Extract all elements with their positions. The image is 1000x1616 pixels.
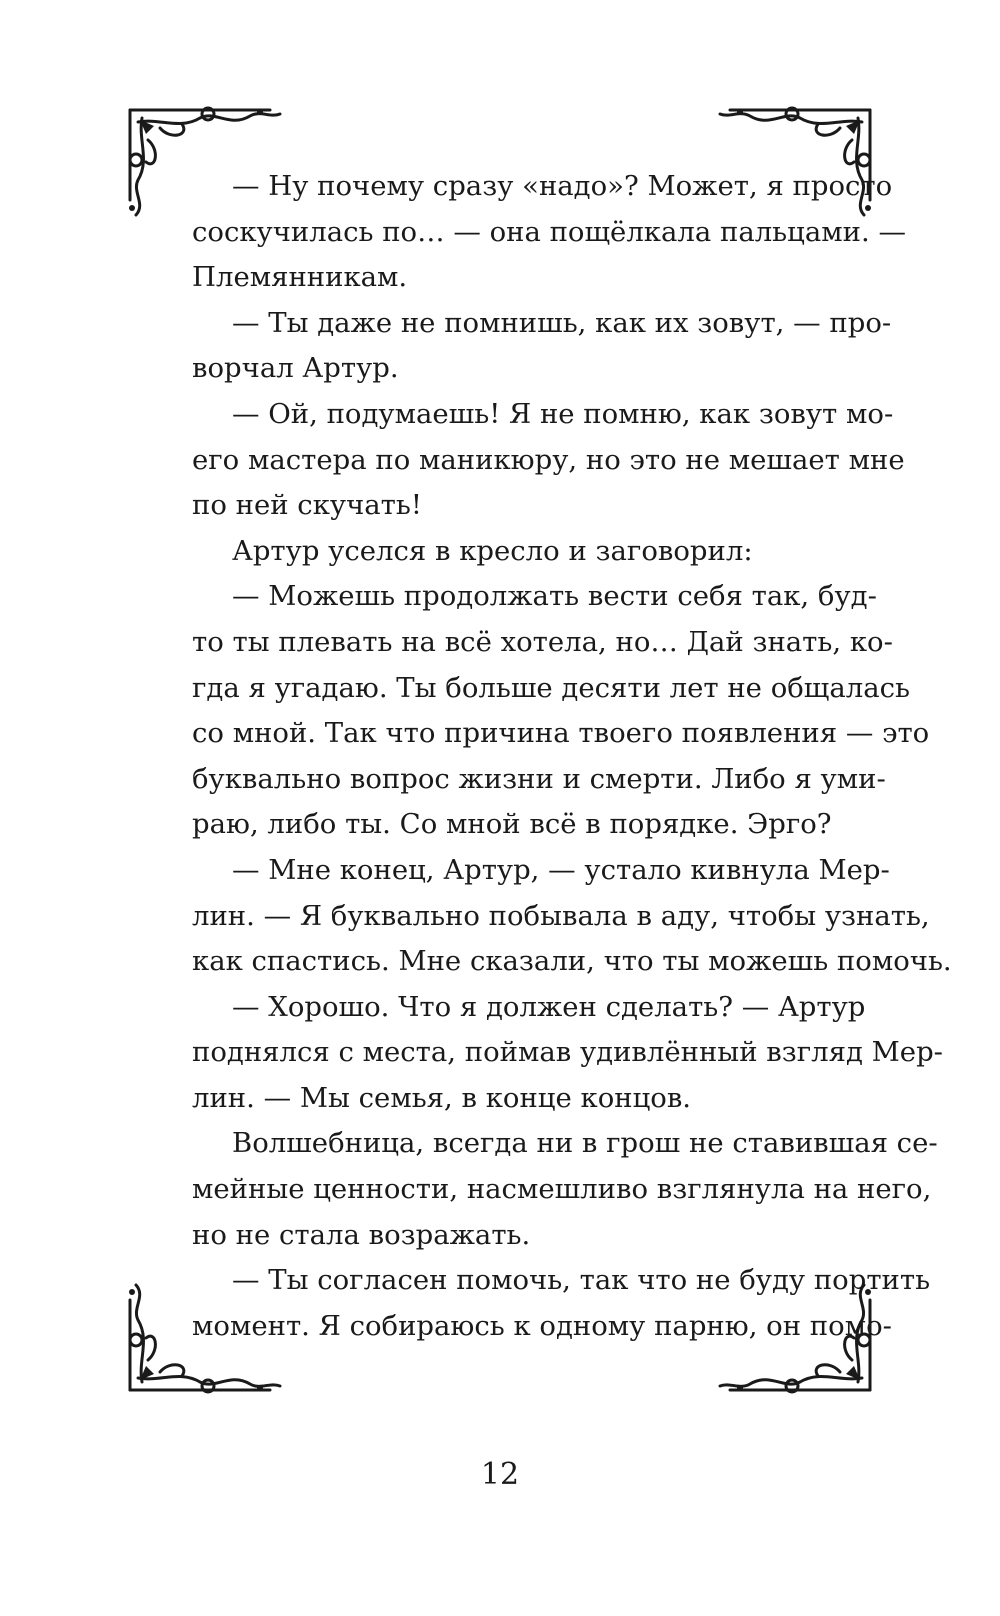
- text-line: со мной. Так что причина твоего появления — это: [192, 717, 930, 750]
- text-line: мейные ценности, насмешливо взглянула на него,: [192, 1173, 932, 1206]
- text-line: его мастера по маникюру, но это не мешает мне: [192, 443, 905, 476]
- text-line: раю, либо ты. Со мной всё в порядке. Эрго?: [192, 808, 832, 841]
- text-line: по ней скучать!: [192, 489, 422, 522]
- text-line: ворчал Артур.: [192, 352, 399, 385]
- body-text: [192, 164, 952, 1349]
- text-line: гда я угадаю. Ты больше десяти лет не общалась: [192, 671, 911, 704]
- text-line: поднялся с места, поймав удивлённый взгляд Мер-: [192, 1036, 943, 1069]
- text-line: Артур уселся в кресло и заговорил:: [232, 534, 753, 567]
- page-number: 12: [480, 1457, 520, 1492]
- text-line: — Мне конец, Артур, — устало кивнула Мер-: [232, 853, 890, 886]
- text-line: Племянникам.: [192, 261, 408, 294]
- text-line: — Ну почему сразу «надо»? Может, я просто: [232, 170, 893, 202]
- text-line: лин. — Мы семья, в конце концов.: [192, 1081, 692, 1114]
- text-line: буквально вопрос жизни и смерти. Либо я уми-: [192, 762, 886, 795]
- text-line: — Можешь продолжать вести себя так, буд-: [232, 580, 877, 613]
- text-line: — Ты согласен помочь, так что не буду портить: [232, 1264, 931, 1297]
- text-line: то ты плевать на всё хотела, но… Дай знать, ко-: [192, 625, 893, 658]
- text-line: Волшебница, всегда ни в грош не ставившая се-: [232, 1127, 938, 1160]
- text-line: — Хорошо. Что я должен сделать? — Артур: [232, 990, 866, 1023]
- text-line: — Ты даже не помнишь, как их зовут, — про-: [232, 306, 892, 339]
- text-line: лин. — Я буквально побывала в аду, чтобы узнать,: [192, 899, 930, 932]
- text-line: соскучилась по… — она пощёлкала пальцами. —: [192, 215, 906, 248]
- text-line: но не стала возражать.: [192, 1218, 531, 1251]
- text-line: как спастись. Мне сказали, что ты можешь помочь.: [192, 945, 952, 978]
- text-line: момент. Я собираюсь к одному парню, он помо-: [192, 1309, 892, 1342]
- text-line: — Ой, подумаешь! Я не помню, как зовут мо-: [232, 397, 894, 430]
